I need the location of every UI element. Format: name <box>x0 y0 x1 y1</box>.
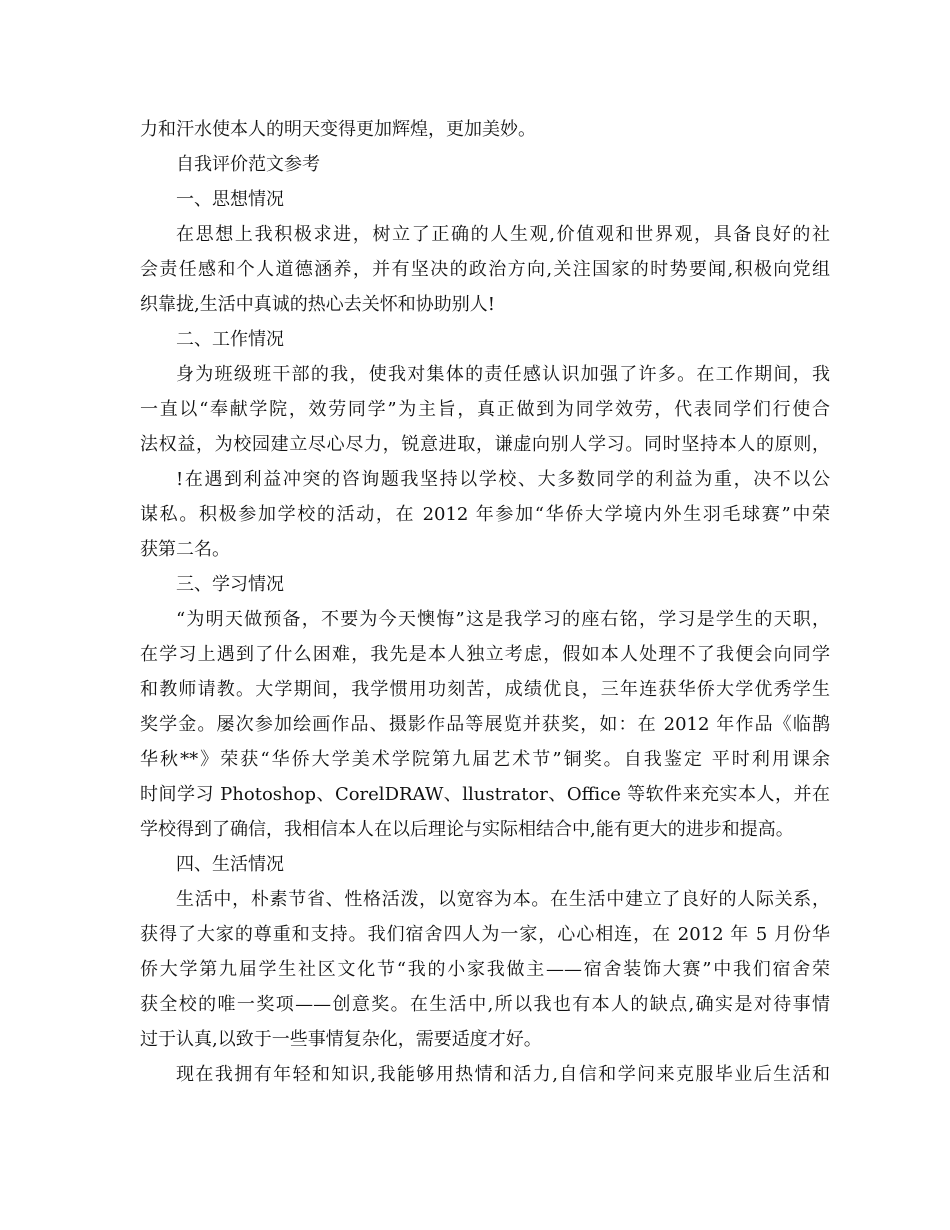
section-heading-life: 四、生活情况 <box>176 854 284 875</box>
section-title: 自我评价范文参考 <box>176 154 320 175</box>
paragraph-line: 侨大学第九届学生社区文化节“我的小家我做主——宿舍装饰大赛”中我们宿舍荣 <box>140 959 830 980</box>
paragraph-line: 会责任感和个人道德涵养，并有坚决的政治方向,关注国家的时势要闻,积极向党组 <box>140 259 830 280</box>
section-heading-thought: 一、思想情况 <box>176 189 284 210</box>
paragraph-line: 华秋**》荣获“华侨大学美术学院第九届艺术节”铜奖。自我鉴定 平时利用课余 <box>140 749 830 770</box>
paragraph-line: 力和汗水使本人的明天变得更加辉煌，更加美妙。 <box>140 119 536 140</box>
paragraph-line: 获全校的唯一奖项——创意奖。在生活中,所以我也有本人的缺点,确实是对待事情 <box>140 994 830 1015</box>
paragraph-line: 在学习上遇到了什么困难，我先是本人独立考虑，假如本人处理不了我便会向同学 <box>140 644 830 665</box>
paragraph-line: 谋私。积极参加学校的活动，在 2012 年参加“华侨大学境内外生羽毛球赛”中荣 <box>140 504 830 525</box>
document-body <box>140 112 830 1092</box>
paragraph-line: 获得了大家的尊重和支持。我们宿舍四人为一家，心心相连，在 2012 年 5 月份华 <box>140 924 830 945</box>
paragraph-line: “为明天做预备，不要为今天懊悔”这是我学习的座右铭，学习是学生的天职， <box>176 609 830 630</box>
paragraph-line: 织靠拢,生活中真诚的热心去关怀和协助别人! <box>140 294 495 315</box>
paragraph-line: 生活中，朴素节省、性格活泼，以宽容为本。在生活中建立了良好的人际关系， <box>176 889 830 910</box>
paragraph-line: 现在我拥有年轻和知识,我能够用热情和活力,自信和学问来克服毕业后生活和 <box>176 1064 830 1085</box>
paragraph-line: 一直以“奉献学院，效劳同学”为主旨，真正做到为同学效劳，代表同学们行使合 <box>140 399 830 420</box>
paragraph-line: 在思想上我积极求进，树立了正确的人生观,价值观和世界观，具备良好的社 <box>176 224 830 245</box>
paragraph-line: 学校得到了确信，我相信本人在以后理论与实际相结合中,能有更大的进步和提高。 <box>140 819 794 840</box>
paragraph-line: 身为班级班干部的我，使我对集体的责任感认识加强了许多。在工作期间，我 <box>176 364 830 385</box>
paragraph-line: 时间学习 Photoshop、CorelDRAW、llustrator、Office 等软件来充实本人，并在 <box>140 784 830 805</box>
paragraph-line: 过于认真,以致于一些事情复杂化，需要适度才好。 <box>140 1029 542 1050</box>
section-heading-work: 二、工作情况 <box>176 329 284 350</box>
paragraph-line: 法权益，为校园建立尽心尽力，锐意进取，谦虚向别人学习。同时坚持本人的原则， <box>140 434 830 455</box>
paragraph-line: 奖学金。屡次参加绘画作品、摄影作品等展览并获奖，如：在 2012 年作品《临鹊 <box>140 714 830 735</box>
paragraph-line: 获第二名。 <box>140 539 230 560</box>
paragraph-line: 和教师请教。大学期间，我学惯用功刻苦，成绩优良，三年连获华侨大学优秀学生 <box>140 679 830 700</box>
section-heading-study: 三、学习情况 <box>176 574 284 595</box>
paragraph-line: !在遇到利益冲突的咨询题我坚持以学校、大多数同学的利益为重，决不以公 <box>176 469 830 490</box>
